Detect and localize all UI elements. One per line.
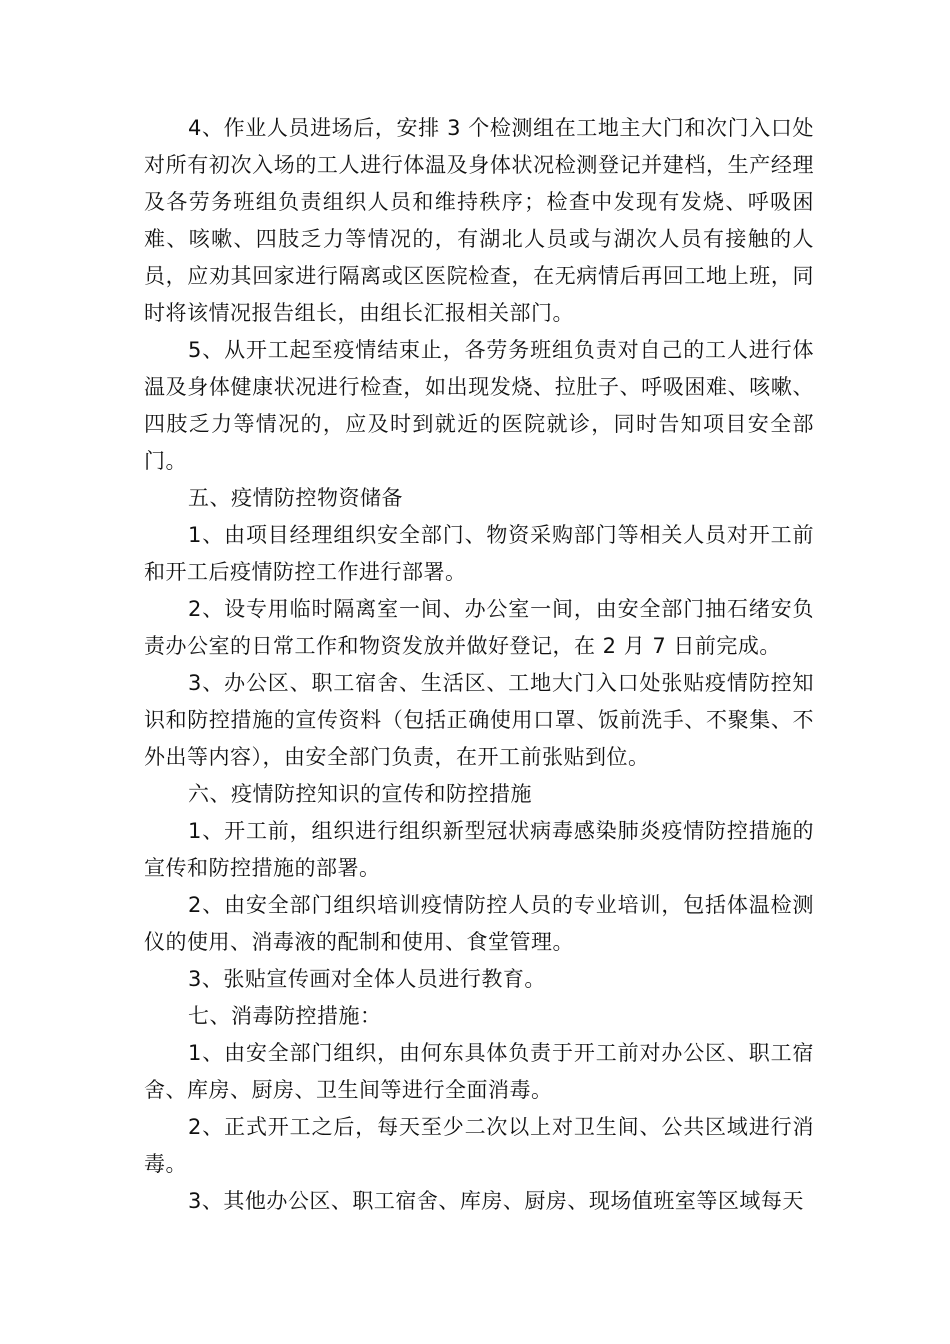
paragraph-supplies-3: 3、办公区、职工宿舍、生活区、工地大门入口处张贴疫情防控知识和防控措施的宣传资料（包括正确使用口罩、饭前洗手、不聚集、不外出等内容），由安全部门负责，在开工前张贴到位。 (144, 671, 814, 769)
paragraph-publicity-1: 1、开工前，组织进行组织新型冠状病毒感染肺炎疫情防控措施的宣传和防控措施的部署。 (144, 819, 814, 880)
paragraph-item-4-worker-entry-check: 4、作业人员进场后，安排 3 个检测组在工地主大门和次门入口处对所有初次入场的工人进行体温及身体状况检测登记并建档，生产经理及各劳务班组负责组织人员和维持秩序；检查中发现有发烧、呼吸困难、咳嗽、四肢乏力等情况的，有湖北人员或与湖次人员有接触的人员，应劝其回家进行隔离或区医院检查，在无病情后再回工地上班，同时将该情况报告组长，由组长汇报相关部门。 (144, 116, 814, 325)
paragraph-publicity-2: 2、由安全部门组织培训疫情防控人员的专业培训，包括体温检测仪的使用、消毒液的配制和使用、食堂管理。 (144, 893, 814, 954)
section-heading-supplies: 五、疫情防控物资储备 (188, 486, 403, 510)
document-body (144, 110, 814, 1220)
paragraph-item-5-team-health-check: 5、从开工起至疫情结束止，各劳务班组负责对自己的工人进行体温及身体健康状况进行检查，如出现发烧、拉肚子、呼吸困难、咳嗽、四肢乏力等情况的，应及时到就近的医院就诊，同时告知项目安全部门。 (144, 338, 814, 473)
paragraph-disinfection-3: 3、其他办公区、职工宿舍、库房、厨房、现场值班室等区域每天 (188, 1189, 804, 1213)
section-heading-disinfection: 七、消毒防控措施： (188, 1004, 382, 1028)
paragraph-disinfection-1: 1、由安全部门组织，由何东具体负责于开工前对办公区、职工宿舍、库房、厨房、卫生间等进行全面消毒。 (144, 1041, 814, 1102)
paragraph-publicity-3: 3、张贴宣传画对全体人员进行教育。 (188, 967, 546, 991)
section-heading-publicity: 六、疫情防控知识的宣传和防控措施 (188, 782, 532, 806)
paragraph-supplies-2: 2、设专用临时隔离室一间、办公室一间，由安全部门抽石绪安负责办公室的日常工作和物资发放并做好登记，在 2 月 7 日前完成。 (144, 597, 814, 658)
paragraph-disinfection-2: 2、正式开工之后，每天至少二次以上对卫生间、公共区域进行消毒。 (144, 1115, 814, 1176)
paragraph-supplies-1: 1、由项目经理组织安全部门、物资采购部门等相关人员对开工前和开工后疫情防控工作进行部署。 (144, 523, 814, 584)
